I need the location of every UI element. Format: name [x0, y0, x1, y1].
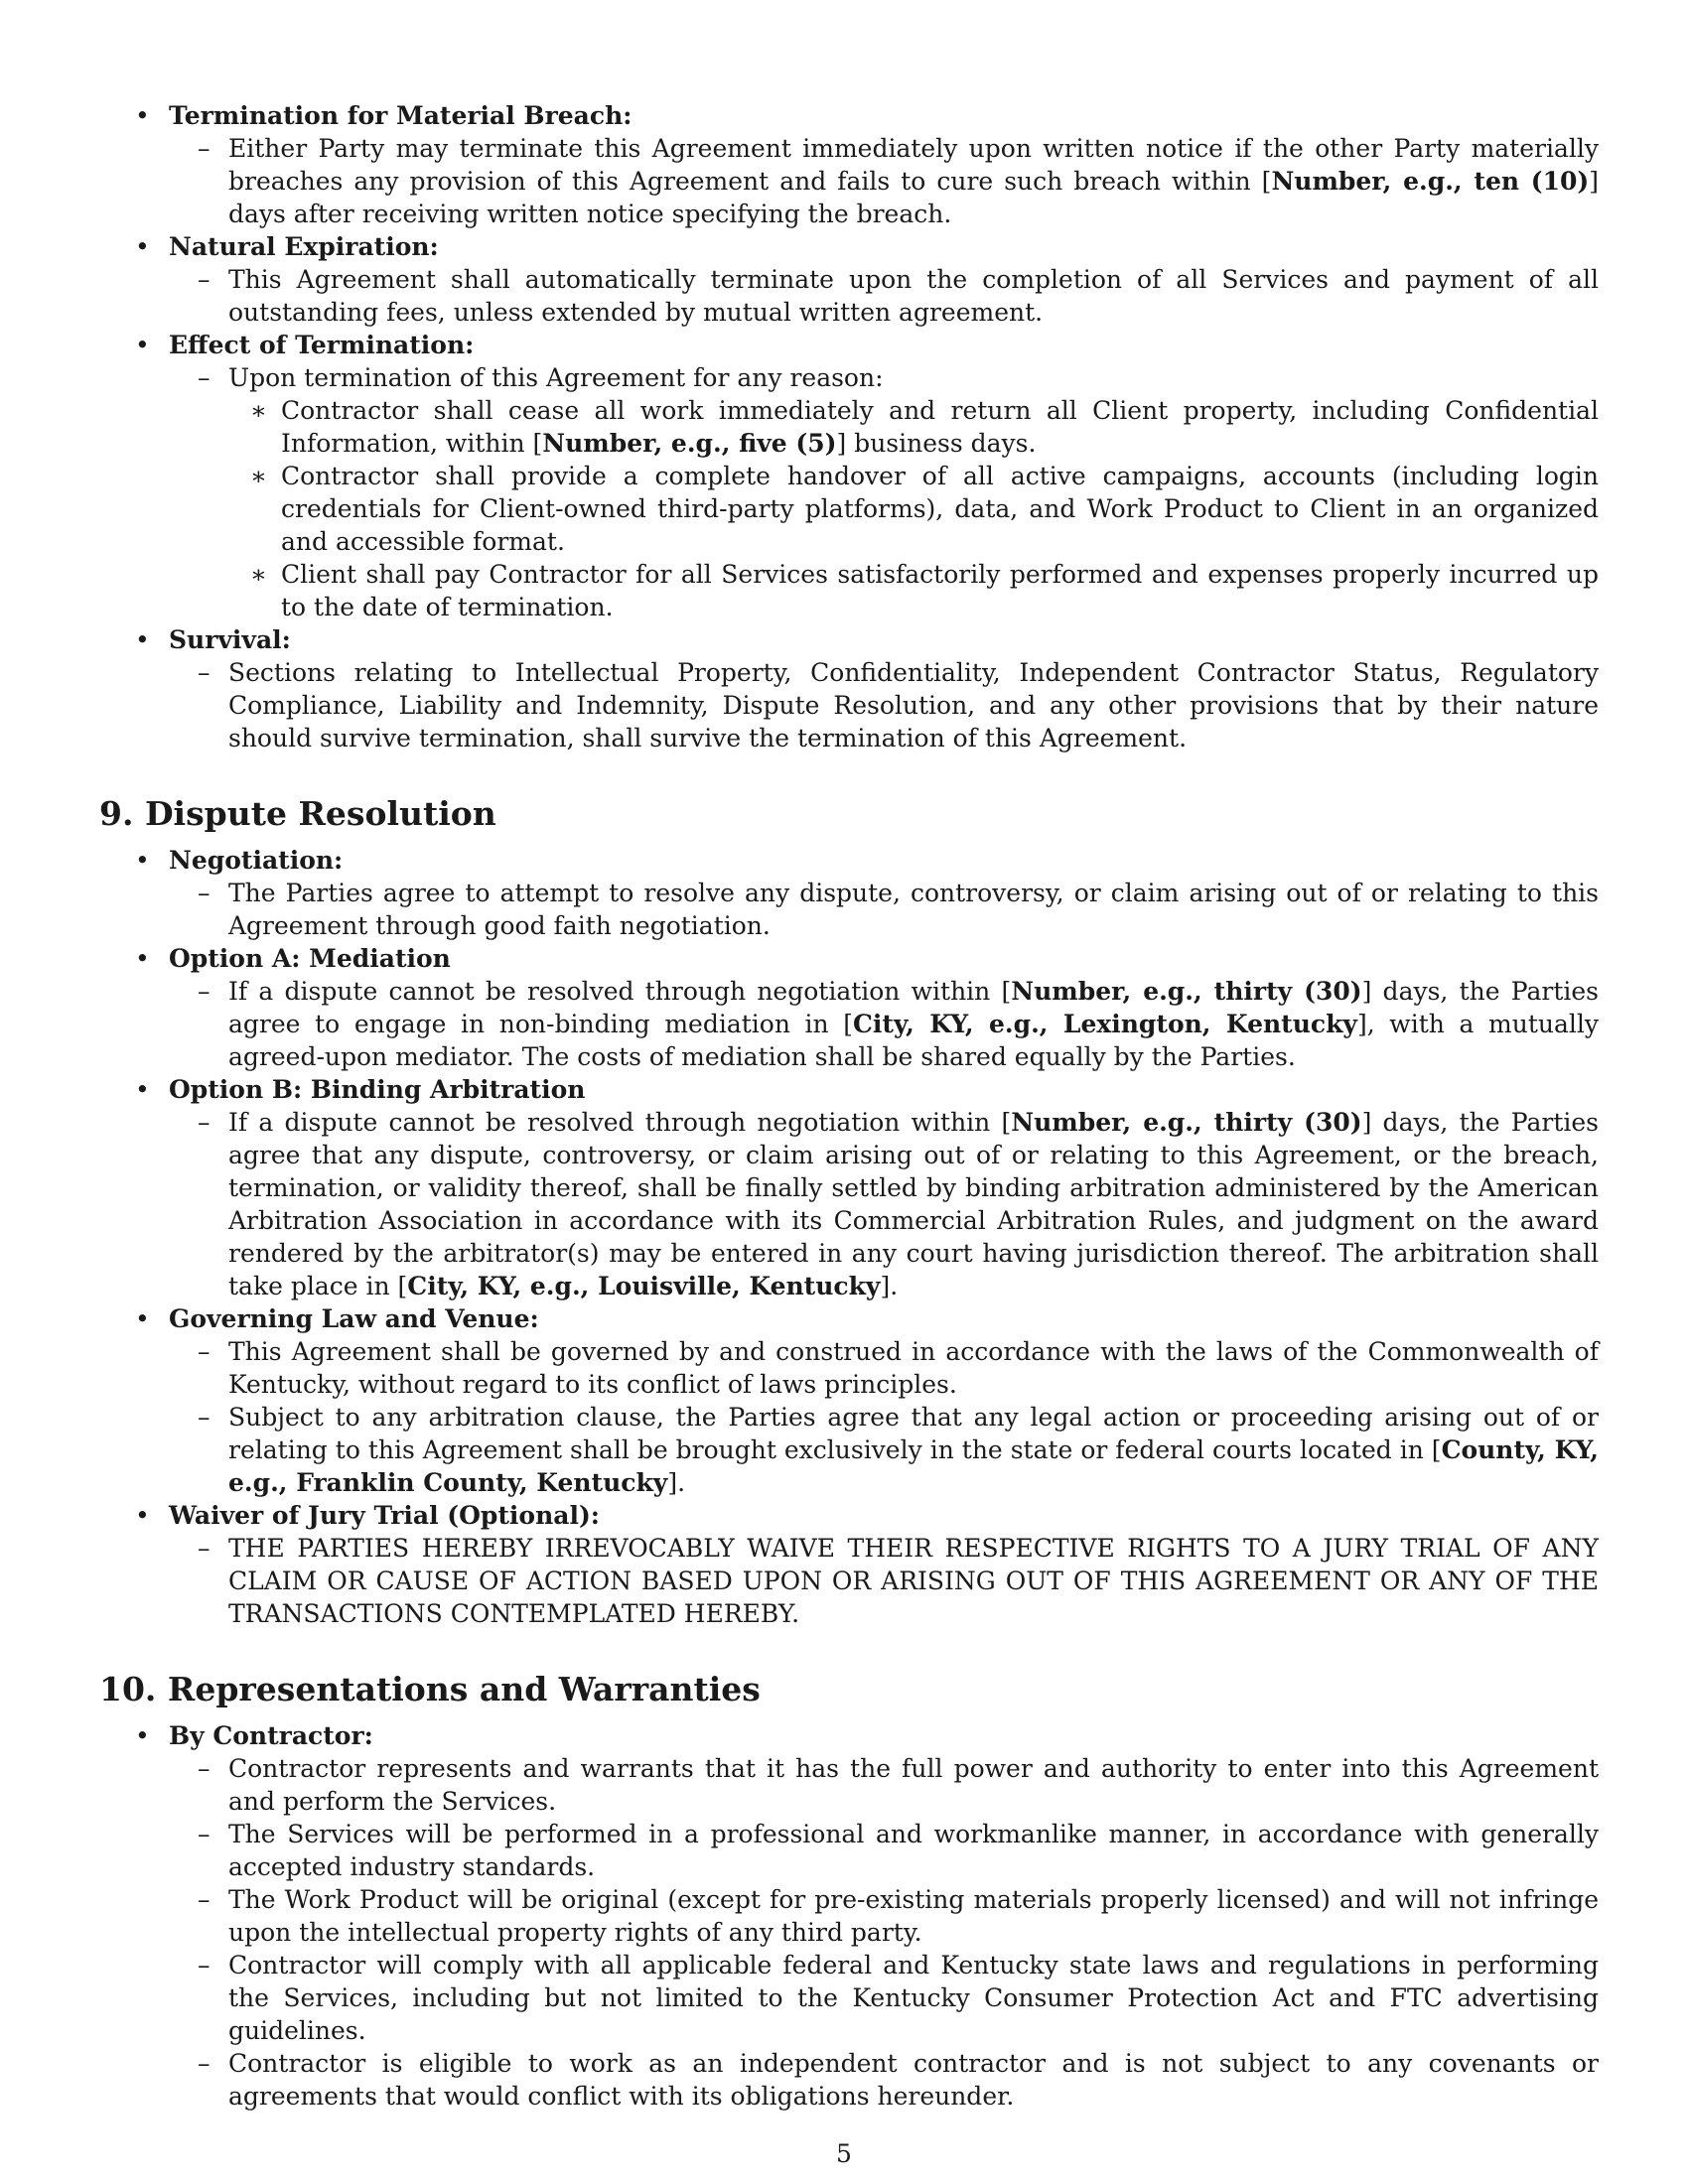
sub-item [99, 1752, 1599, 1818]
text: Client shall pay Contractor for all Services satisfactorily performed and expenses properly incurred up to the date of termination. [281, 560, 1599, 621]
sub-item [99, 1335, 1599, 1401]
list-item-expiration [99, 230, 1599, 263]
list-item-mediation [99, 942, 1599, 975]
placeholder-field: Number, e.g., thirty (30) [1011, 977, 1362, 1006]
text: Contractor will comply with all applicable federal and Kentucky state laws and regulations in performing the Services, including but not limited to the Kentucky Consumer Protection Act and FTC advertising guidelines. [228, 1951, 1599, 2045]
bullet-icon: • [135, 625, 150, 654]
dash-icon: – [198, 134, 211, 163]
text: Either Party may terminate this Agreement immediately upon written notice if the other Party materially breaches any provision of this Agreement and fails to cure such breach within [ [228, 134, 1599, 196]
bullet-icon: • [135, 232, 150, 261]
text: Subject to any arbitration clause, the Parties agree that any legal action or proceeding arising out of or relating to this Agreement shall be brought exclusively in the state or federal courts located in [ [228, 1403, 1599, 1464]
item-heading: Negotiation: [169, 846, 344, 875]
item-heading: By Contractor: [169, 1721, 373, 1750]
dash-icon: – [198, 265, 211, 294]
text: The Parties agree to attempt to resolve any dispute, controversy, or claim arising out of or relating to this Agreement through good faith negotiation. [228, 879, 1599, 940]
dash-icon: – [198, 658, 211, 687]
bullet-icon: • [135, 1721, 150, 1750]
text: Upon termination of this Agreement for any reason: [228, 363, 884, 392]
dash-icon: – [198, 1403, 211, 1432]
placeholder-field: Number, e.g., five (5) [542, 429, 837, 458]
text: The Services will be performed in a professional and workmanlike manner, in accordance with generally accepted industry standards. [228, 1820, 1599, 1881]
text: ] days, the Parties agree to engage in non-binding mediation in [ [228, 977, 1599, 1038]
sub-item [99, 1883, 1599, 1949]
dash-icon: – [198, 2049, 211, 2078]
sub-item [99, 656, 1599, 754]
text: ]. [667, 1468, 686, 1497]
placeholder-field: Number, e.g., thirty (30) [1011, 1108, 1362, 1137]
dash-icon: – [198, 1534, 211, 1563]
text: Contractor shall cease all work immediately and return all Client property, including Confidential Information, within [ [281, 396, 1599, 458]
page-number: 5 [836, 2139, 852, 2168]
sub-item [99, 361, 1599, 394]
placeholder-field: City, KY, e.g., Lexington, Kentucky [853, 1010, 1357, 1038]
text: ]. [880, 1272, 899, 1300]
dash-icon: – [198, 1108, 211, 1137]
sub-sub-item [99, 394, 1599, 460]
text: If a dispute cannot be resolved through negotiation within [ [228, 1108, 1012, 1137]
sub-item [99, 1106, 1599, 1302]
text: This Agreement shall be governed by and construed in accordance with the laws of the Commonwealth of Kentucky, without regard to its conflict of laws principles. [228, 1337, 1599, 1399]
sub-item [99, 975, 1599, 1073]
dash-icon: – [198, 1885, 211, 1914]
list-item-arbitration [99, 1073, 1599, 1106]
dash-icon: – [198, 1754, 211, 1783]
list-item-negotiation [99, 844, 1599, 877]
item-heading: Option B: Binding Arbitration [169, 1075, 586, 1104]
text: The Work Product will be original (except for pre-existing materials properly licensed) and will not infringe upon the intellectual property rights of any third party. [228, 1885, 1599, 1947]
sub-item [99, 1949, 1599, 2047]
sub-item [99, 2047, 1599, 2113]
item-heading: Effect of Termination: [169, 331, 475, 359]
item-heading: Governing Law and Venue: [169, 1304, 539, 1333]
placeholder-field: Number, e.g., ten (10) [1271, 167, 1590, 196]
list-item-by-contractor [99, 1719, 1599, 1752]
dash-icon: – [198, 363, 211, 392]
sub-item [99, 877, 1599, 942]
bullet-icon: • [135, 1501, 150, 1530]
bullet-icon: • [135, 1304, 150, 1333]
text: ] days, the Parties agree that any dispute, controversy, or claim arising out of or relating to this Agreement, or the breach, termination, or validity thereof, shall be finally settled by binding arbitration administered by the American Arbitration Association in accordance with its Commercial Arbitration Rules, and judgment on the award rendered by the arbitrator(s) may be entered in any court having jurisdiction thereof. The arbitration shall take place in [ [228, 1108, 1599, 1300]
item-heading: Waiver of Jury Trial (Optional): [169, 1501, 601, 1530]
dash-icon: – [198, 879, 211, 907]
bullet-icon: • [135, 944, 150, 973]
item-heading: Survival: [169, 625, 291, 654]
text: This Agreement shall automatically terminate upon the completion of all Services and payment of all outstanding fees, unless extended by mutual written agreement. [228, 265, 1599, 327]
list-item-governing-law [99, 1302, 1599, 1335]
item-heading: Option A: Mediation [169, 944, 451, 973]
list-item-jury-waiver [99, 1499, 1599, 1532]
item-heading: Natural Expiration: [169, 232, 439, 261]
list-item-effect [99, 329, 1599, 361]
sub-sub-item [99, 558, 1599, 623]
sub-sub-item [99, 460, 1599, 558]
text: If a dispute cannot be resolved through negotiation within [ [228, 977, 1012, 1006]
sub-item [99, 132, 1599, 230]
sub-item [99, 263, 1599, 329]
section-title-representations: 10. Representations and Warranties [99, 1670, 761, 1708]
dash-icon: – [198, 1820, 211, 1848]
document-page [99, 99, 1599, 2113]
bullet-icon: • [135, 331, 150, 359]
sub-item [99, 1401, 1599, 1499]
sub-item [99, 1818, 1599, 1883]
dash-icon: – [198, 1337, 211, 1366]
text: Contractor is eligible to work as an independent contractor and is not subject to any covenants or agreements that would conflict with its obligations hereunder. [228, 2049, 1599, 2111]
text: ] business days. [836, 429, 1037, 458]
item-heading: Termination for Material Breach: [169, 101, 633, 130]
text: ] days after receiving written notice specifying the breach. [228, 167, 1600, 228]
text: Contractor represents and warrants that it has the full power and authority to enter into this Agreement and perform the Services. [228, 1754, 1599, 1816]
bullet-icon: • [135, 1075, 150, 1104]
text: ], with a mutually agreed-upon mediator. The costs of mediation shall be shared equally by the Parties. [228, 1010, 1599, 1071]
placeholder-field: County, KY, e.g., Franklin County, Kentucky [228, 1435, 1599, 1497]
list-item-survival [99, 623, 1599, 656]
dash-icon: – [198, 1951, 211, 1979]
text: Sections relating to Intellectual Property, Confidentiality, Independent Contractor Status, Regulatory Compliance, Liability and Indemnity, Dispute Resolution, and any other provisions that by their nature should survive termination, shall survive the termination of this Agreement. [228, 658, 1599, 752]
sub-item [99, 1532, 1599, 1630]
asterisk-icon: ∗ [250, 560, 267, 589]
placeholder-field: City, KY, e.g., Louisville, Kentucky [407, 1272, 881, 1300]
asterisk-icon: ∗ [250, 462, 267, 490]
bullet-icon: • [135, 101, 150, 130]
dash-icon: – [198, 977, 211, 1006]
bullet-icon: • [135, 846, 150, 875]
section-title-dispute-resolution: 9. Dispute Resolution [99, 794, 496, 833]
text: THE PARTIES HEREBY IRREVOCABLY WAIVE THEIR RESPECTIVE RIGHTS TO A JURY TRIAL OF ANY CLAIM OR CAUSE OF ACTION BASED UPON OR ARISING OUT OF THIS AGREEMENT OR ANY OF THE TRANSACTIONS CONTEMPLATED HEREBY. [228, 1534, 1599, 1628]
text: Contractor shall provide a complete handover of all active campaigns, accounts (including login credentials for Client-owned third-party platforms), data, and Work Product to Client in an organized and accessible format. [281, 462, 1599, 556]
list-item-breach [99, 99, 1599, 132]
asterisk-icon: ∗ [250, 396, 267, 425]
